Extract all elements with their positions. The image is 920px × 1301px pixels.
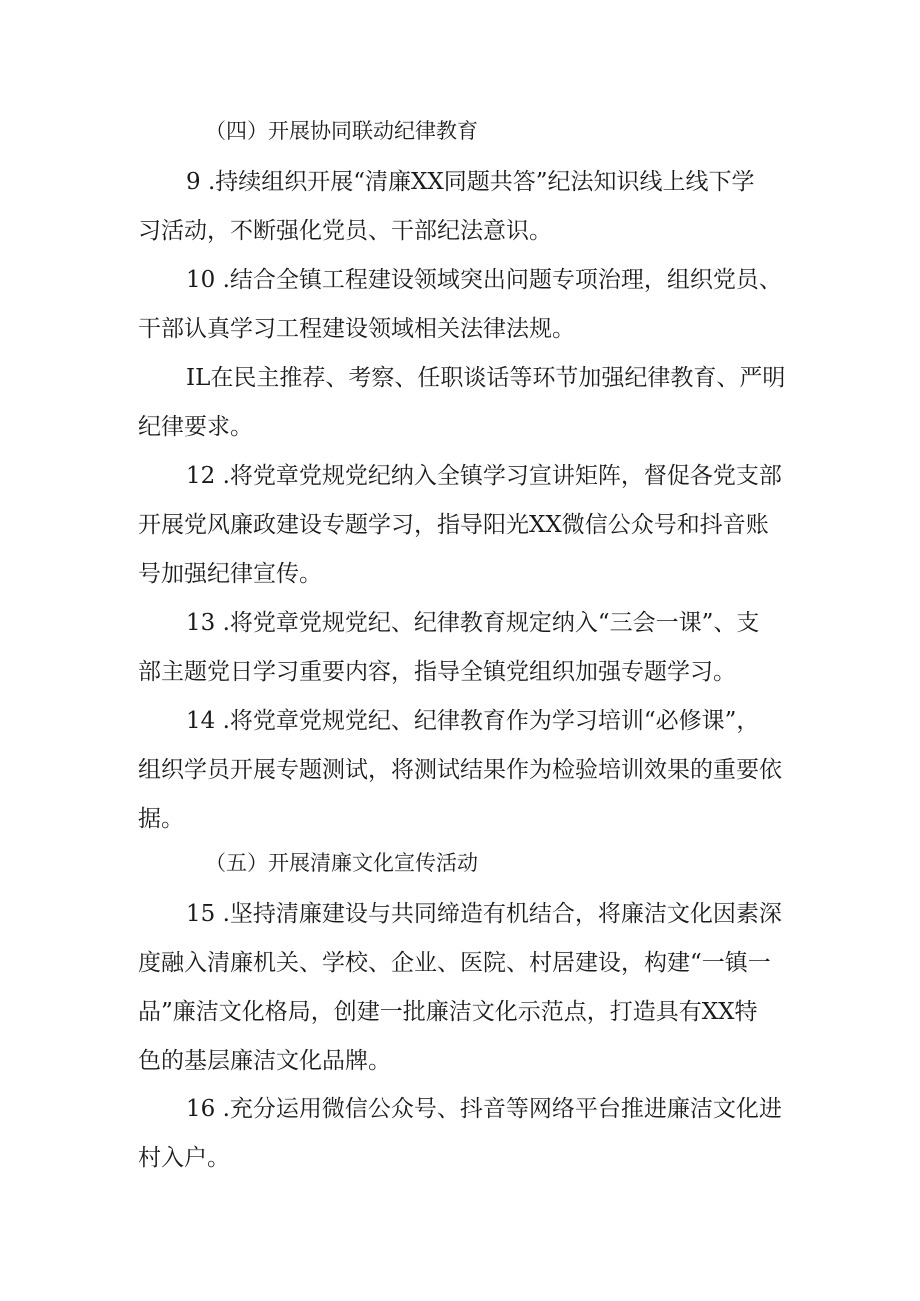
- item-14-line-3: 据。: [138, 806, 184, 832]
- item-12-line-2: 开展党风廉政建设专题学习，指导阳光XX微信公众号和抖音账: [138, 512, 769, 538]
- item-15-line-3: 品”廉洁文化格局，创建一批廉洁文化示范点，打造具有XX特: [138, 999, 758, 1025]
- item-16-line-2: 村入户。: [138, 1145, 230, 1171]
- item-15-line-4: 色的基层廉洁文化品牌。: [138, 1048, 391, 1074]
- item-14-line-2: 组织学员开展专题测试，将测试结果作为检验培训效果的重要依: [138, 757, 782, 783]
- section-heading-4: （四）开展协同联动纪律教育: [205, 119, 478, 143]
- item-15-line-1: 15 .坚持清廉建设与共同缔造有机结合，将廉洁文化因素深: [186, 901, 782, 927]
- section-heading-5: （五）开展清廉文化宣传活动: [205, 851, 478, 875]
- item-9-line-1: 9 .持续组织开展“清廉XX同题共答”纪法知识线上线下学: [186, 169, 755, 195]
- item-13-line-1: 13 .将党章党规党纪、纪律教育规定纳入“三会一课”、支: [186, 610, 760, 636]
- item-12-line-1: 12 .将党章党规党纪纳入全镇学习宣讲矩阵，督促各党支部: [186, 463, 782, 489]
- item-11-line-2: 纪律要求。: [138, 414, 253, 440]
- item-10-line-1: 10 .结合全镇工程建设领域突出问题专项治理，组织党员、: [186, 267, 782, 293]
- item-16-line-1: 16 .充分运用微信公众号、抖音等网络平台推进廉洁文化进: [186, 1096, 782, 1122]
- item-13-line-2: 部主题党日学习重要内容，指导全镇党组织加强专题学习。: [138, 659, 736, 685]
- item-10-line-2: 干部认真学习工程建设领域相关法律法规。: [138, 316, 575, 342]
- item-15-line-2: 度融入清廉机关、学校、企业、医院、村居建设，构建“一镇一: [138, 950, 771, 976]
- item-11-line-1: IL在民主推荐、考察、任职谈话等环节加强纪律教育、严明: [186, 365, 786, 391]
- item-14-line-1: 14 .将党章党规党纪、纪律教育作为学习培训“必修课”，: [186, 708, 760, 734]
- item-12-line-3: 号加强纪律宣传。: [138, 561, 322, 587]
- item-9-line-2: 习活动，不断强化党员、干部纪法意识。: [138, 218, 552, 244]
